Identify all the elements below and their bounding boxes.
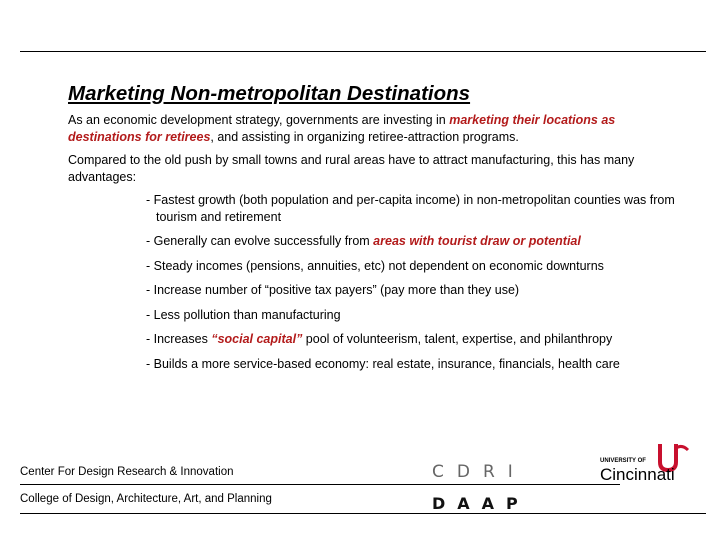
advantage-item [146,331,678,348]
advantage-highlight: areas with tourist draw or potential [373,234,581,248]
advantage-highlight: “social capital” [211,332,303,346]
bottom-divider [20,513,706,514]
university-name-text: Cincinnati [600,465,675,484]
advantages-list [68,192,678,372]
cdri-logo: CDRI [432,462,526,482]
advantage-item [146,233,678,250]
footer-divider [20,484,620,485]
daap-logo: DAAP [432,494,530,513]
advantage-text: - Increases [146,332,212,346]
advantage-item: - Less pollution than manufacturing [146,307,341,322]
slide-content [68,82,678,380]
intro-text-1: As an economic development strategy, governments are investing in [68,113,450,127]
university-small-text: UNIVERSITY OF [600,458,646,464]
advantage-item: - Fastest growth (both population and per-capita income) in non-metropolitan counties was from tourism and retirement [146,193,675,224]
top-divider [20,51,706,52]
advantage-item: - Builds a more service-based economy: real estate, insurance, financials, health care [146,356,620,371]
university-of-cincinnati-logo [598,440,708,484]
intro-paragraph [68,112,678,145]
slide-title: Marketing Non-metropolitan Destinations [68,82,471,105]
intro-text-2: , and assisting in organizing retiree-attraction programs. [210,129,519,144]
footer-center-name: Center For Design Research & Innovation [20,466,234,478]
compare-paragraph: Compared to the old push by small towns and rural areas have to attract manufacturing, this has many advantages: [68,153,635,184]
advantage-item: - Increase number of “positive tax payers” (pay more than they use) [146,283,520,297]
advantage-item: - Steady incomes (pensions, annuities, etc) not dependent on economic downturns [146,258,604,273]
footer-college-name: College of Design, Architecture, Art, and Planning [20,493,272,505]
advantage-text: pool of volunteerism, talent, expertise, and philanthropy [302,332,613,346]
intro-highlight: marketing their locations as destinations for retirees [68,113,616,144]
advantage-text: - Generally can evolve successfully from [146,234,374,248]
